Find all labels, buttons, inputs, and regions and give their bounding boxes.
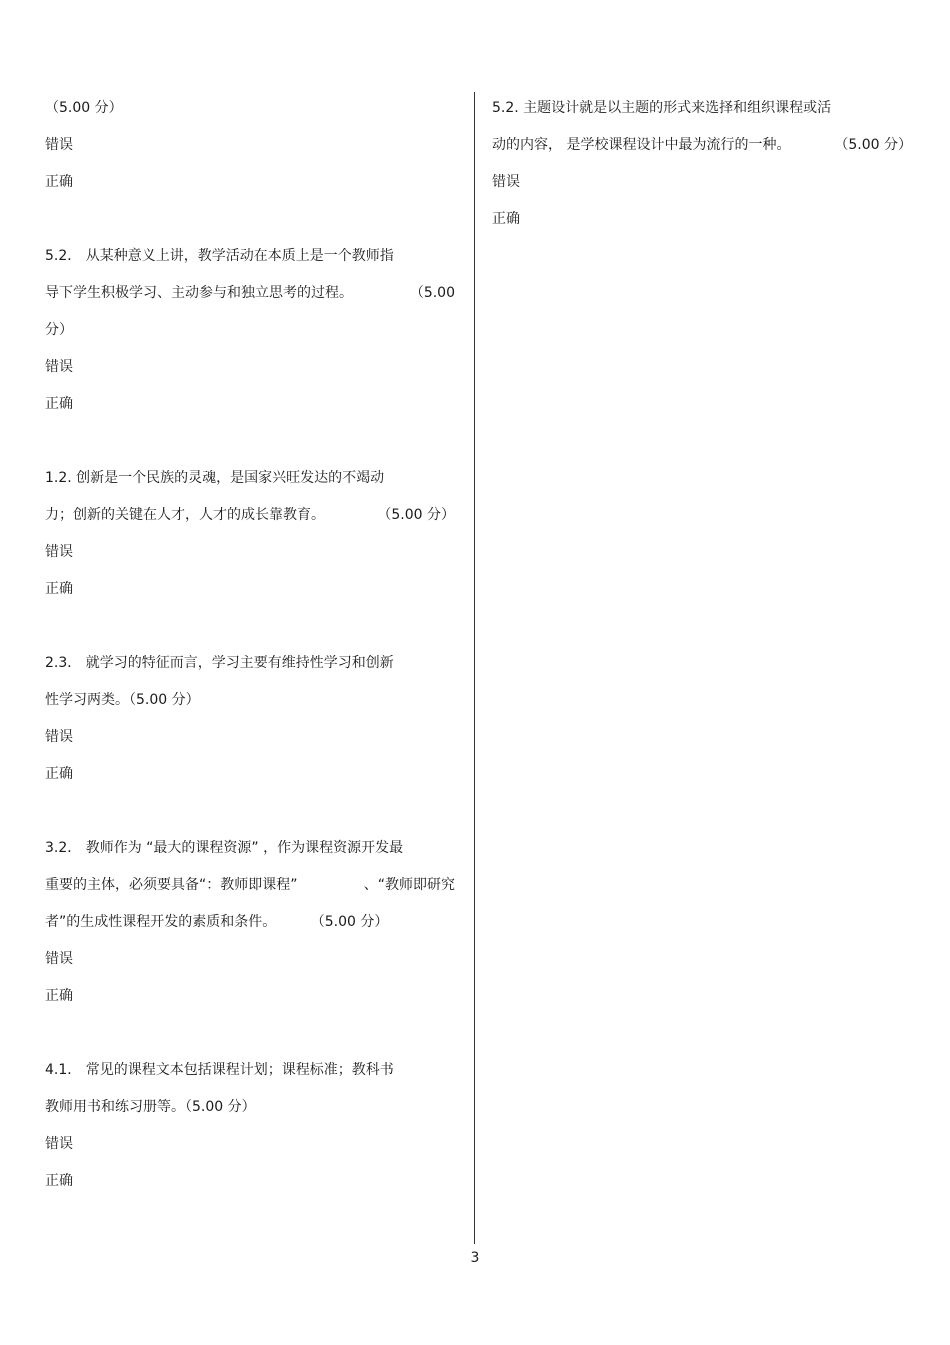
question-text: 4.1． 常见的课程文本包括课程计划；课程标准；教科书 <box>45 1062 394 1078</box>
option-correct[interactable]: 正确 <box>45 581 73 597</box>
option-wrong[interactable]: 错误 <box>45 137 73 153</box>
question-block <box>45 645 455 793</box>
question-text <box>45 867 455 904</box>
option-correct[interactable]: 正确 <box>45 174 73 190</box>
option-wrong[interactable]: 错误 <box>492 174 520 190</box>
question-block <box>492 90 912 238</box>
question-score: （5.00 分） <box>834 137 912 153</box>
question-block <box>45 1052 455 1200</box>
page-number: 3 <box>470 1250 480 1266</box>
column-divider <box>474 92 475 1244</box>
option-correct[interactable]: 正确 <box>492 211 520 227</box>
right-column <box>492 90 912 275</box>
question-score: （5.00 分） <box>45 100 123 116</box>
question-text: 1.2. 创新是一个民族的灵魂，是国家兴旺发达的不竭动 <box>45 470 385 486</box>
question-text: 5.2. 主题设计就是以主题的形式来选择和组织课程或活 <box>492 100 832 116</box>
question-block <box>45 830 455 1015</box>
question-text: 5.2． 从某种意义上讲，教学活动在本质上是一个教师指 <box>45 248 394 264</box>
option-wrong[interactable]: 错误 <box>45 544 73 560</box>
question-intro <box>45 90 455 201</box>
question-text-part: 动的内容， 是学校课程设计中最为流行的一种。 <box>492 137 791 153</box>
question-text: 教师用书和练习册等。（5.00 分） <box>45 1099 256 1115</box>
question-text <box>492 127 912 164</box>
option-wrong[interactable]: 错误 <box>45 951 73 967</box>
option-wrong[interactable]: 错误 <box>45 729 73 745</box>
option-correct[interactable]: 正确 <box>45 396 73 412</box>
question-block <box>45 238 455 423</box>
option-correct[interactable]: 正确 <box>45 988 73 1004</box>
question-text <box>45 275 455 312</box>
question-text <box>45 497 455 534</box>
option-correct[interactable]: 正确 <box>45 766 73 782</box>
question-score: 分） <box>45 322 73 338</box>
option-wrong[interactable]: 错误 <box>45 359 73 375</box>
question-text-part: 者”的生成性课程开发的素质和条件。 <box>45 914 277 930</box>
question-text: 3.2． 教师作为 “最大的课程资源” ，作为课程资源开发最 <box>45 840 404 856</box>
question-text-part: 导下学生积极学习、主动参与和独立思考的过程。 <box>45 285 353 301</box>
question-text-part: 、“教师即研究 <box>363 877 455 893</box>
question-text-part: 力；创新的关键在人才，人才的成长靠教育。 <box>45 507 325 523</box>
question-text-part: 重要的主体，必须要具备“：教师即课程” <box>45 877 298 893</box>
left-column <box>45 90 455 1237</box>
question-block <box>45 460 455 608</box>
question-score: （5.00 分） <box>310 914 389 930</box>
question-text: 性学习两类。（5.00 分） <box>45 692 200 708</box>
question-score: （5.00 分） <box>377 507 455 523</box>
option-correct[interactable]: 正确 <box>45 1173 73 1189</box>
question-score: （5.00 <box>409 285 455 301</box>
question-text: 2.3． 就学习的特征而言，学习主要有维持性学习和创新 <box>45 655 394 671</box>
option-wrong[interactable]: 错误 <box>45 1136 73 1152</box>
question-text <box>45 904 455 941</box>
